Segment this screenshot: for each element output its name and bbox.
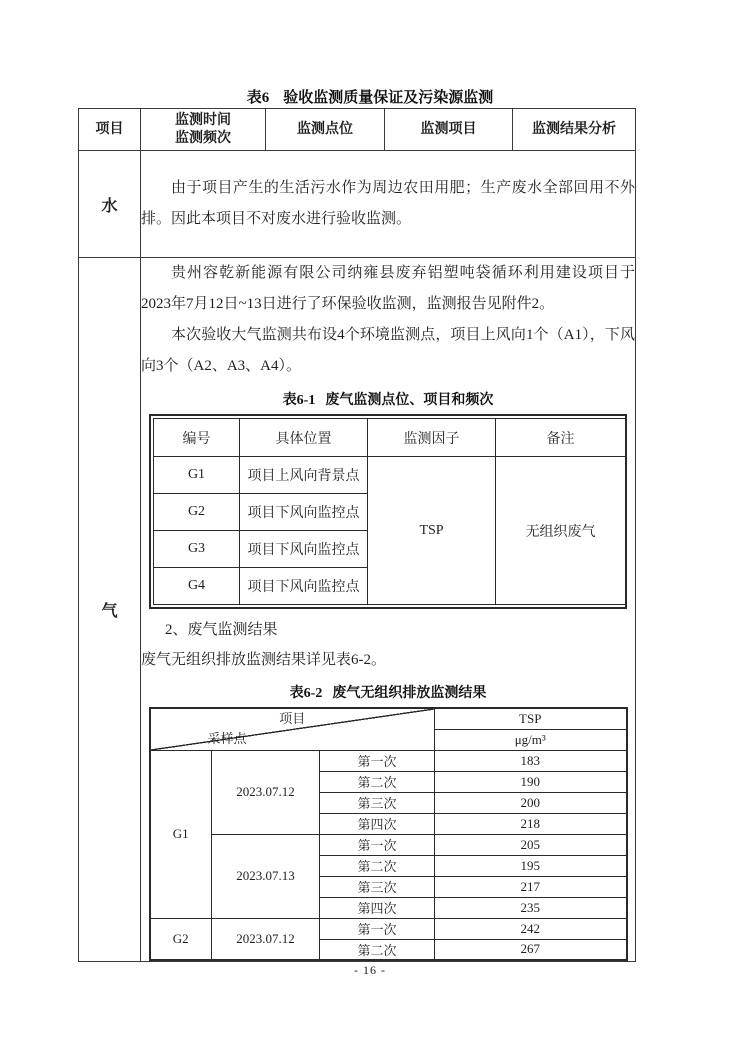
water-row <box>79 151 636 258</box>
t62-sample-label: 第四次 <box>320 813 435 834</box>
t62-corner-label-bottom: 采样点 <box>207 730 247 746</box>
t62-sample-value: 267 <box>435 939 627 960</box>
t62-point-cell: G1 <box>150 750 212 918</box>
t62-sample-value: 242 <box>435 918 627 939</box>
t61-id-cell: G3 <box>154 531 240 568</box>
air-paragraph-2: 本次验收大气监测共布设4个环境监测点，项目上风向1个（A1），下风向3个（A2、A3、A4）。 <box>141 327 635 374</box>
t61-location-cell: 项目下风向监控点 <box>240 568 368 605</box>
header-time-line1: 监测时间 <box>175 112 231 128</box>
t61-location-cell: 项目下风向监控点 <box>240 531 368 568</box>
t62-sample-label: 第三次 <box>320 792 435 813</box>
header-cell-point: 监测点位 <box>266 109 385 151</box>
t62-sample-label: 第三次 <box>320 876 435 897</box>
t62-corner-label-top: 项目 <box>279 711 306 726</box>
t62-sample-value: 205 <box>435 834 627 855</box>
main-table-header-row <box>79 109 636 151</box>
air-row-label: 气 <box>79 258 141 962</box>
header-cell-project: 监测项目 <box>385 109 513 151</box>
t62-data-row <box>150 750 627 771</box>
t62-sample-label: 第一次 <box>320 834 435 855</box>
t62-point-cell: G2 <box>150 918 212 960</box>
t62-sample-label: 第二次 <box>320 771 435 792</box>
t61-location-cell: 项目下风向监控点 <box>240 494 368 531</box>
air-subheading: 2、废气监测结果 <box>165 622 278 638</box>
header-time-line2: 监测频次 <box>175 130 231 146</box>
t62-date-cell: 2023.07.12 <box>212 918 320 960</box>
water-row-label: 水 <box>79 151 141 258</box>
t62-sample-label: 第一次 <box>320 918 435 939</box>
table62-header-row-1 <box>150 708 627 729</box>
t62-data-row <box>150 834 627 855</box>
t62-value-header: TSP <box>435 708 627 729</box>
t62-sample-value: 200 <box>435 792 627 813</box>
t61-remark-cell: 无组织废气 <box>496 457 626 605</box>
t61-header-id: 编号 <box>154 419 240 457</box>
t61-id-cell: G2 <box>154 494 240 531</box>
t61-location-cell: 项目上风向背景点 <box>240 457 368 494</box>
t62-sample-value: 183 <box>435 750 627 771</box>
t62-sample-label: 第四次 <box>320 897 435 918</box>
t62-date-cell: 2023.07.12 <box>212 750 320 834</box>
t62-sample-label: 第二次 <box>320 939 435 960</box>
t62-sample-value: 217 <box>435 876 627 897</box>
t62-diagonal-header-cell <box>150 708 435 750</box>
table62 <box>149 707 628 961</box>
t61-id-cell: G1 <box>154 457 240 494</box>
t62-sample-value: 195 <box>435 855 627 876</box>
air-row-content <box>141 258 636 962</box>
table62-caption-label: 表6-2 <box>289 686 323 701</box>
t61-header-location: 具体位置 <box>240 419 368 457</box>
t61-header-factor: 监测因子 <box>368 419 496 457</box>
table61-border-frame <box>149 414 627 609</box>
header-cell-time-frequency <box>141 109 266 151</box>
air-paragraph-1: 贵州容乾新能源有限公司纳雍县废弃铝塑吨袋循环利用建设项目于2023年7月12日~13日进行了环保验收监测，监测报告见附件2。 <box>141 265 635 312</box>
header-cell-analysis: 监测结果分析 <box>513 109 636 151</box>
air-note: 废气无组织排放监测结果详见表6-2。 <box>141 652 386 668</box>
table61-caption <box>141 389 635 409</box>
t62-sample-value: 218 <box>435 813 627 834</box>
water-text: 由于项目产生的生活污水作为周边农田用肥；生产废水全部回用不外排。因此本项目不对废水进行验收监测。 <box>141 180 635 227</box>
table61-caption-text: 废气监测点位、项目和频次 <box>325 393 494 408</box>
t62-sample-label: 第二次 <box>320 855 435 876</box>
page-number: - 16 - <box>354 963 386 977</box>
t61-factor-cell: TSP <box>368 457 496 605</box>
table61-caption-label: 表6-1 <box>282 393 316 408</box>
page-title <box>0 86 740 107</box>
t62-data-row <box>150 918 627 939</box>
table61-header-row <box>154 419 626 457</box>
header-cell-item: 项目 <box>79 109 141 151</box>
water-row-content <box>141 151 636 258</box>
table61 <box>153 418 626 605</box>
t62-date-cell: 2023.07.13 <box>212 834 320 918</box>
t62-value-unit: μg/m³ <box>435 729 627 750</box>
table62-caption-text: 废气无组织排放监测结果 <box>332 686 487 701</box>
page-title-label: 表6 <box>246 90 270 106</box>
t62-sample-value: 235 <box>435 897 627 918</box>
page-title-text: 验收监测质量保证及污染源监测 <box>283 90 494 106</box>
t62-sample-value: 190 <box>435 771 627 792</box>
t61-id-cell: G4 <box>154 568 240 605</box>
table62-caption <box>141 682 635 702</box>
air-row <box>79 258 636 962</box>
table61-row-g1 <box>154 457 626 494</box>
t61-header-remark: 备注 <box>496 419 626 457</box>
t62-sample-label: 第一次 <box>320 750 435 771</box>
main-table <box>78 108 636 962</box>
